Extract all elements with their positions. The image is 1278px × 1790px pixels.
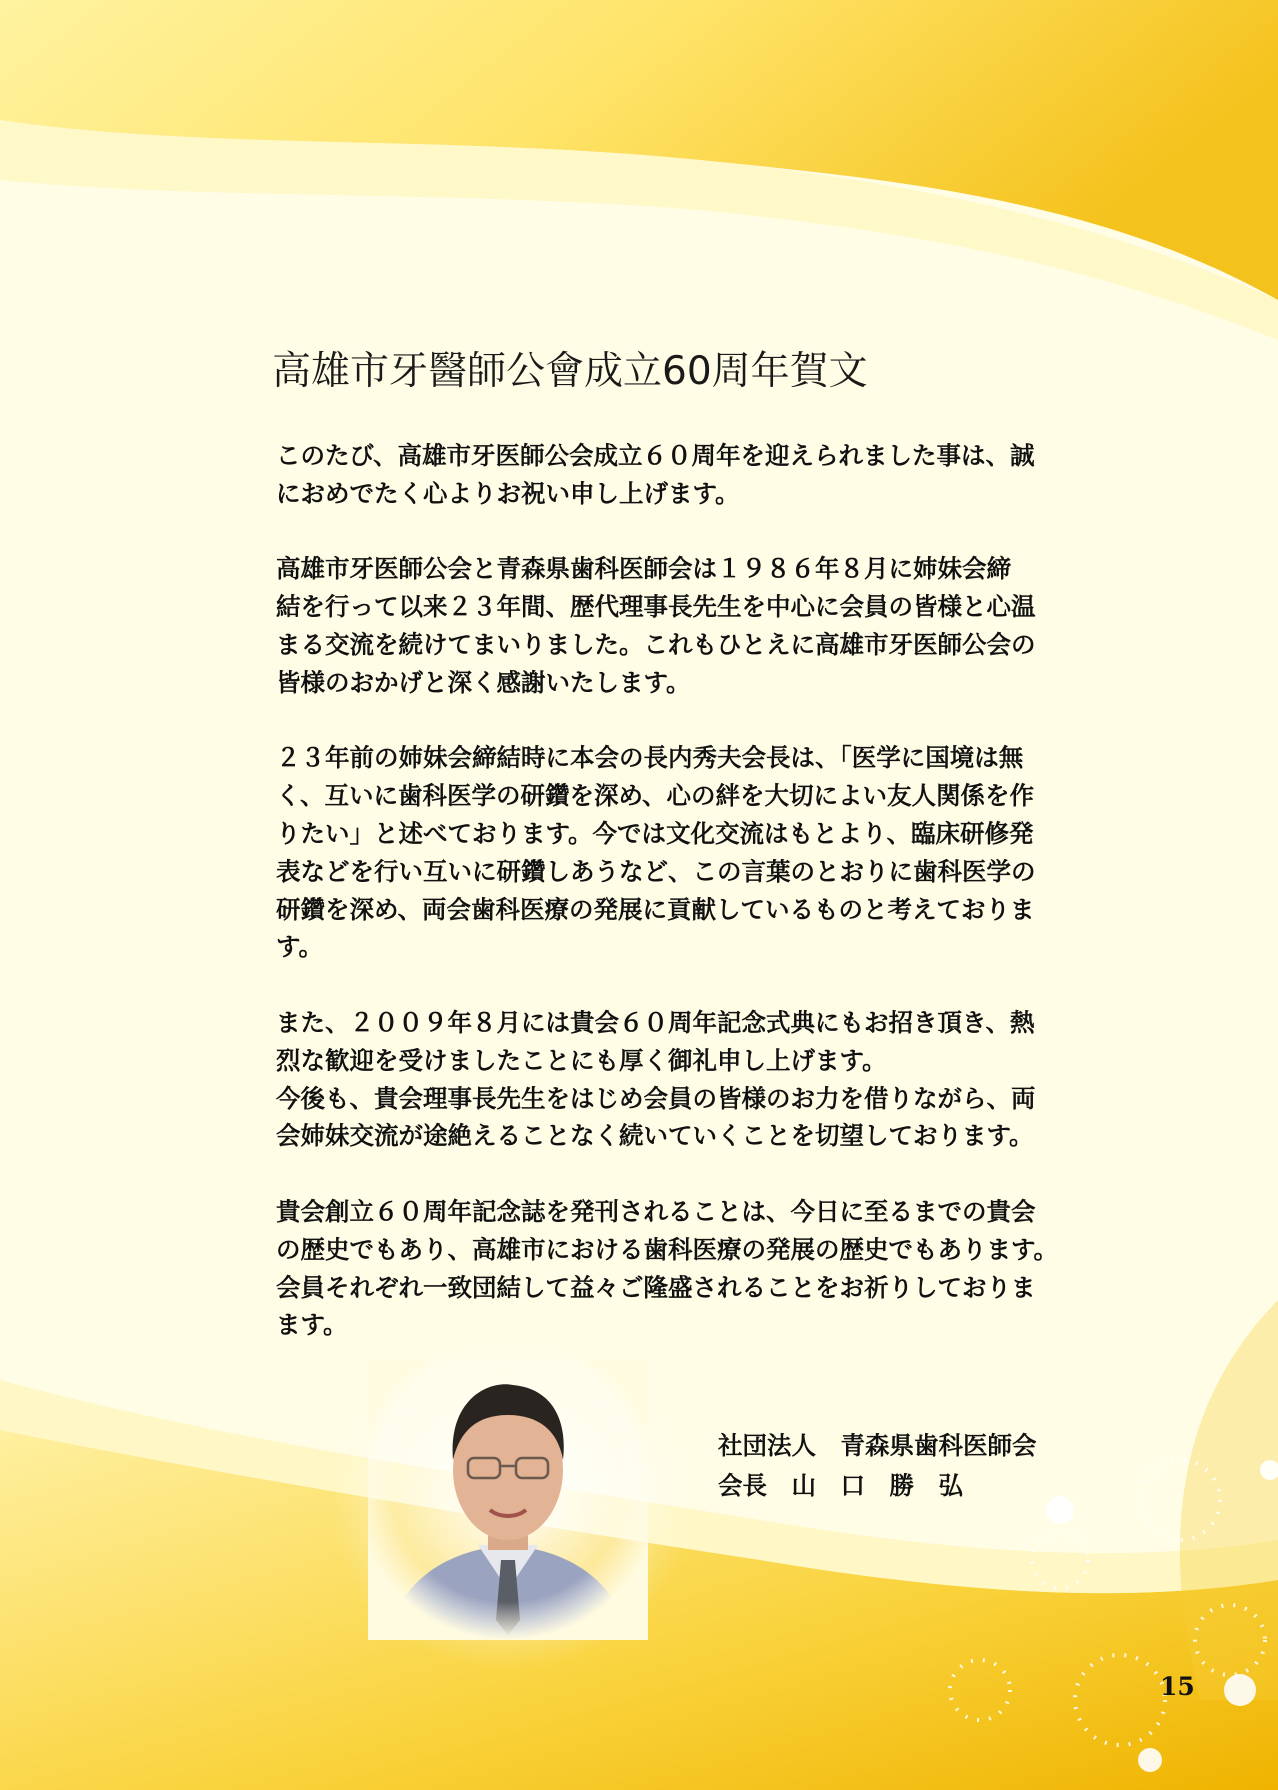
- text-line: 高雄市牙医師公会と青森県歯科医師会は１９８６年８月に姉妹会締: [276, 554, 1011, 584]
- text-line: 会員それぞれ一致団結して益々ご隆盛されることをお祈りしておりま: [276, 1272, 1036, 1302]
- text-line: まる交流を続けてまいりました。これもひとえに高雄市牙医師公会の: [276, 629, 1036, 659]
- text-line: ２３年前の姉妹会締結時に本会の長内秀夫会長は、「医学に国境は無: [276, 743, 1024, 773]
- text-line: ます。: [276, 1310, 348, 1340]
- text-line: りたい」と述べております。今では文化交流はもとより、臨床研修発: [276, 818, 1034, 848]
- text-line: 結を行って以来２３年間、歴代理事長先生を中心に会員の皆様と心温: [276, 592, 1036, 622]
- text-line: の歴史でもあり、高雄市における歯科医療の発展の歴史でもあります。: [276, 1234, 1059, 1264]
- text-line: 烈な歓迎を受けましたことにも厚く御礼申し上げます。: [276, 1045, 887, 1075]
- signature-block: [718, 1426, 1037, 1506]
- text-line: におめでたく心よりお祝い申し上げます。: [276, 478, 740, 508]
- text-line: 会姉妹交流が途絶えることなく続いていくことを切望しております。: [276, 1121, 1034, 1151]
- page-title: 高雄市牙醫師公會成立60周年賀文: [272, 349, 868, 394]
- paragraph-2: [276, 550, 1076, 701]
- signature-organization: 社団法人 青森県歯科医師会: [718, 1431, 1037, 1460]
- portrait-photo: [368, 1360, 648, 1640]
- paragraph-4: [276, 1004, 1076, 1155]
- paragraph-5: [276, 1193, 1076, 1344]
- paragraph-1: [276, 437, 1076, 513]
- page-number: 15: [1160, 1672, 1195, 1701]
- text-line: 貴会創立６０周年記念誌を発刊されることは、今日に至るまでの貴会: [276, 1196, 1036, 1226]
- letter-body: [276, 437, 1076, 1382]
- text-line: 皆様のおかげと深く感謝いたします。: [276, 667, 691, 697]
- paragraph-3: [276, 739, 1076, 966]
- text-line: す。: [276, 932, 324, 962]
- text-line: 表などを行い互いに研鑽しあうなど、この言葉のとおりに歯科医学の: [276, 856, 1036, 886]
- text-line: 今後も、貴会理事長先生をはじめ会員の皆様のお力を借りながら、両: [276, 1083, 1036, 1113]
- text-line: 研鑽を深め、両会歯科医療の発展に貢献しているものと考えておりま: [276, 894, 1035, 924]
- signature-name: 会長 山 口 勝 弘: [718, 1471, 963, 1500]
- text-line: また、２００９年８月には貴会６０周年記念式典にもお招き頂き、熱: [276, 1007, 1035, 1037]
- text-line: このたび、高雄市牙医師公会成立６０周年を迎えられました事は、誠: [276, 441, 1035, 470]
- text-line: く、互いに歯科医学の研鑽を深め、心の絆を大切によい友人関係を作: [276, 781, 1035, 811]
